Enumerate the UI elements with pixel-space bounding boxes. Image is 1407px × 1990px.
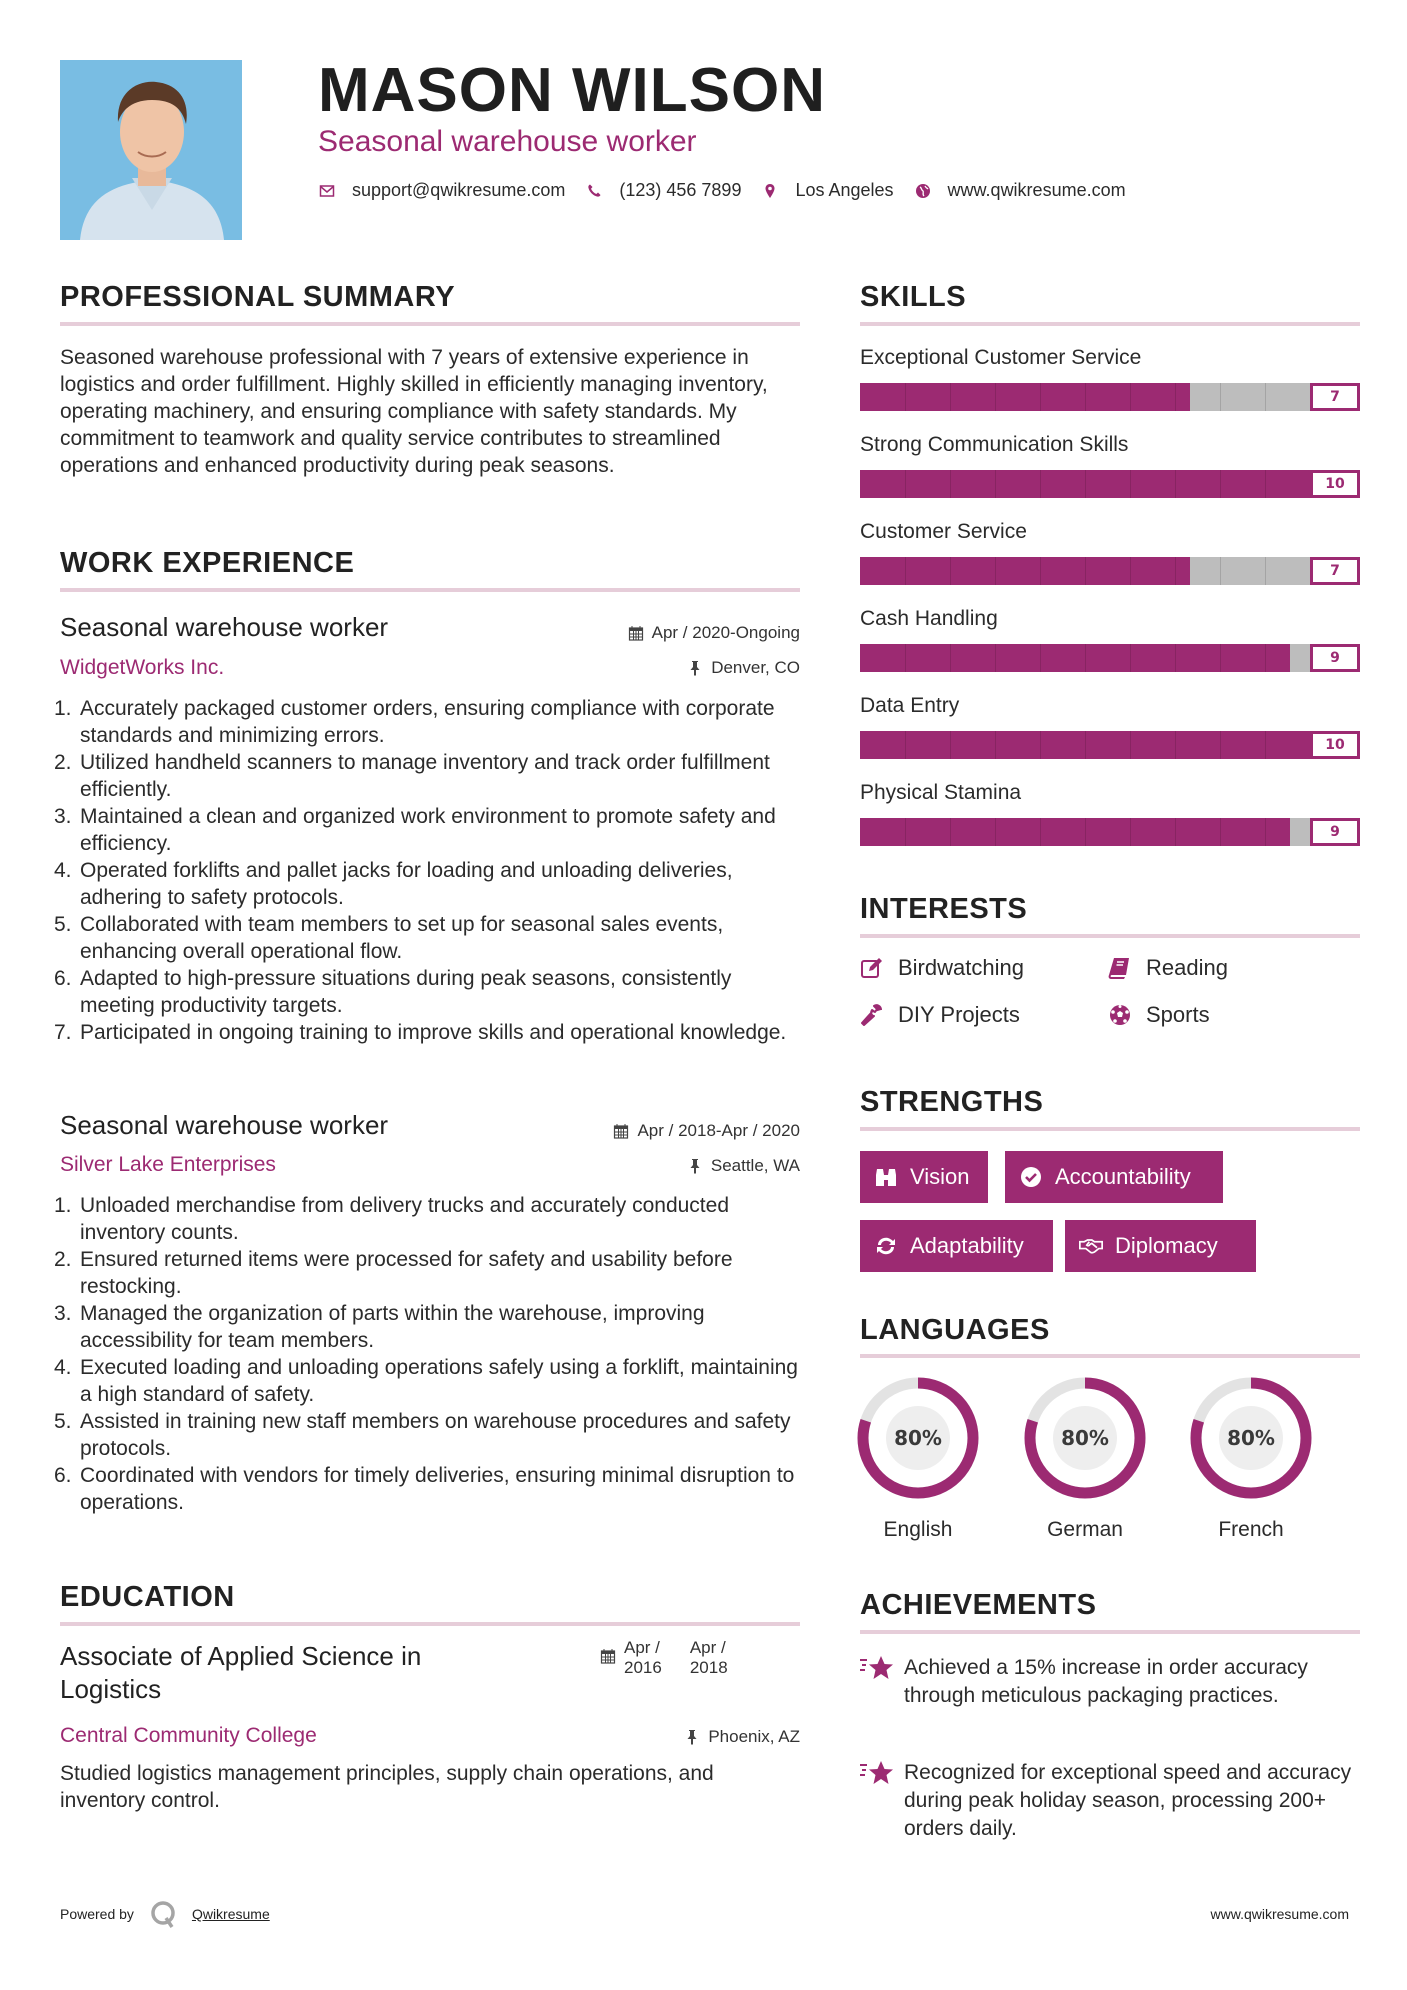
bar-segment-divider — [950, 818, 951, 846]
list-item: 6. Coordinated with vendors for timely deliveries, ensuring minimal disruption to operations. — [54, 1464, 795, 1514]
bar-segment-divider — [995, 470, 996, 498]
interest-diy-projects: DIY Projects — [860, 1002, 1020, 1028]
list-item: 3. Maintained a clean and organized work environment to promote safety and efficiency. — [54, 805, 776, 855]
summary-divider — [60, 322, 800, 326]
languages-heading: LANGUAGES — [860, 1314, 1050, 1346]
book-icon — [1108, 956, 1132, 980]
bar-segment-divider — [1085, 557, 1086, 585]
bar-segment-divider — [1175, 383, 1176, 411]
list-item: 6. Adapted to high-pressure situations during peak seasons, consistently meeting productivity targets. — [54, 967, 732, 1017]
globe-icon — [914, 182, 932, 200]
strength-accountability: Accountability — [1005, 1151, 1223, 1203]
binoculars-icon — [874, 1165, 898, 1189]
list-item: 5. Assisted in training new staff members on warehouse procedures and safety protocols. — [54, 1410, 791, 1460]
bar-segment-divider — [995, 818, 996, 846]
bar-segment-divider — [1265, 383, 1266, 411]
bar-segment-divider — [1040, 383, 1041, 411]
summary-heading: PROFESSIONAL SUMMARY — [60, 281, 456, 313]
interest-reading: Reading — [1108, 955, 1228, 981]
contact-email[interactable] — [318, 180, 565, 201]
bar-segment-divider — [905, 470, 906, 498]
bar-segment-divider — [950, 383, 951, 411]
bar-segment-divider — [1085, 383, 1086, 411]
summary-text: Seasoned warehouse professional with 7 years of extensive experience in logistics and order fulfillment. Highly skilled in efficiently managing inventory, operating machinery, and ensuring compliance with safety standards. My commitment to teamwork and quality service contributes to streamlined operations and enhanced productivity during peak seasons. — [60, 346, 768, 477]
skill-label: Customer Service — [860, 520, 1027, 543]
check-circle-icon — [1019, 1165, 1043, 1189]
bar-segment-divider — [1265, 644, 1266, 672]
shooting-star-icon — [858, 1759, 894, 1789]
job-2-title: Seasonal warehouse worker — [60, 1110, 389, 1140]
interest-sports: Sports — [1108, 1002, 1210, 1028]
contact-phone[interactable] — [585, 180, 741, 201]
bar-segment-divider — [905, 731, 906, 759]
job-1-bullets — [54, 695, 800, 1046]
pushpin-icon — [687, 1158, 703, 1174]
footer-website[interactable]: www.qwikresume.com — [1210, 1906, 1349, 1922]
email-text: support@qwikresume.com — [352, 180, 566, 200]
languages-divider — [860, 1354, 1360, 1358]
list-item: 4. Operated forklifts and pallet jacks for loading and unloading deliveries, adhering to safety protocols. — [54, 859, 733, 909]
skill-label: Physical Stamina — [860, 781, 1022, 804]
bar-segment-divider — [1040, 818, 1041, 846]
progress-ring: 80% — [1023, 1376, 1147, 1500]
list-item: 3. Managed the organization of parts within the warehouse, improving accessibility for team members. — [54, 1302, 705, 1352]
strength-adaptability: Adaptability — [860, 1220, 1053, 1272]
phone-text: (123) 456 7899 — [619, 180, 742, 200]
footer-powered-by: Powered by Qwikresume — [60, 1900, 270, 1928]
bar-segment-divider — [1130, 470, 1131, 498]
job-2-location: Seattle, WA — [500, 1155, 800, 1177]
list-item: 2. Utilized handheld scanners to manage inventory and track order fulfillment efficiently. — [54, 751, 770, 801]
list-item: 5. Collaborated with team members to set up for seasonal sales events, enhancing overall operational flow. — [54, 913, 724, 963]
bar-segment-divider — [995, 383, 996, 411]
bar-segment-divider — [995, 557, 996, 585]
wrench-icon — [860, 1003, 884, 1027]
education-dates: Apr / 2016 Apr / 2018 — [600, 1638, 800, 1678]
skill-bar: 10 — [860, 470, 1360, 498]
skill-label: Data Entry — [860, 694, 960, 717]
skill-label: Strong Communication Skills — [860, 433, 1129, 456]
bar-segment-divider — [995, 644, 996, 672]
interest-birdwatching: Birdwatching — [860, 955, 1024, 981]
job-2-company: Silver Lake Enterprises — [60, 1153, 276, 1176]
bar-segment-divider — [1265, 731, 1266, 759]
bar-segment-divider — [905, 557, 906, 585]
bar-segment-divider — [1175, 731, 1176, 759]
skills-divider — [860, 322, 1360, 326]
skills-heading: SKILLS — [860, 281, 967, 313]
website-text: www.qwikresume.com — [947, 180, 1126, 200]
phone-icon — [585, 182, 603, 200]
job-1-dates: Apr / 2020-Ongoing — [500, 622, 800, 644]
achievement-item: Achieved a 15% increase in order accuracy through meticulous packaging practices. — [858, 1654, 1358, 1710]
skill-bar: 10 — [860, 731, 1360, 759]
bar-segment-divider — [1085, 818, 1086, 846]
pushpin-icon — [684, 1729, 700, 1745]
bar-segment-divider — [1175, 470, 1176, 498]
bar-segment-divider — [1175, 818, 1176, 846]
job-2-bullets — [54, 1192, 800, 1516]
bar-segment-divider — [995, 731, 996, 759]
list-item: 2. Ensured returned items were processed for safety and usability before restocking. — [54, 1248, 733, 1298]
list-item: 4. Executed loading and unloading operations safely using a forklift, maintaining a high standard of safety. — [54, 1356, 798, 1406]
strengths-divider — [860, 1127, 1360, 1131]
envelope-icon — [318, 182, 336, 200]
bar-segment-divider — [1220, 644, 1221, 672]
calendar-icon — [613, 1123, 629, 1139]
handshake-icon — [1079, 1234, 1103, 1258]
bar-segment-divider — [1040, 470, 1041, 498]
bar-segment-divider — [1085, 731, 1086, 759]
bar-segment-divider — [1130, 644, 1131, 672]
bar-segment-divider — [1220, 557, 1221, 585]
achievements-heading: ACHIEVEMENTS — [860, 1589, 1097, 1621]
experience-divider — [60, 588, 800, 592]
soccer-ball-icon — [1108, 1003, 1132, 1027]
strength-vision: Vision — [860, 1151, 988, 1203]
pushpin-icon — [687, 660, 703, 676]
interests-divider — [860, 934, 1360, 938]
language-german: 80% German — [1023, 1376, 1147, 1542]
bar-segment-divider — [1220, 383, 1221, 411]
bar-segment-divider — [1085, 644, 1086, 672]
bar-segment-divider — [905, 644, 906, 672]
job-2-dates: Apr / 2018-Apr / 2020 — [500, 1120, 800, 1142]
contact-row — [318, 180, 1146, 201]
skill-label: Cash Handling — [860, 607, 998, 630]
list-item: 7. Participated in ongoing training to improve skills and operational knowledge. — [54, 1021, 787, 1044]
bar-segment-divider — [1265, 557, 1266, 585]
candidate-title: Seasonal warehouse worker — [318, 125, 697, 158]
qwikresume-logo-icon — [150, 1900, 178, 1928]
language-english: 80% English — [856, 1376, 980, 1542]
interests-heading: INTERESTS — [860, 893, 1028, 925]
school-name: Central Community College — [60, 1724, 317, 1747]
shooting-star-icon — [858, 1654, 894, 1684]
list-item: 1. Accurately packaged customer orders, ensuring compliance with corporate standards and minimizing errors. — [54, 697, 775, 747]
bar-segment-divider — [1040, 644, 1041, 672]
job-1-company: WidgetWorks Inc. — [60, 656, 225, 679]
progress-ring: 80% — [856, 1376, 980, 1500]
bar-segment-divider — [1040, 731, 1041, 759]
achievements-divider — [860, 1630, 1360, 1634]
education-heading: EDUCATION — [60, 1581, 235, 1613]
list-item: 1. Unloaded merchandise from delivery trucks and accurately conducted inventory counts. — [54, 1194, 730, 1244]
contact-location — [761, 180, 893, 201]
map-pin-icon — [761, 182, 779, 200]
person-avatar-icon — [60, 60, 242, 240]
degree-title: Associate of Applied Science in Logistics — [60, 1641, 422, 1704]
strengths-heading: STRENGTHS — [860, 1086, 1044, 1118]
edit-icon — [860, 956, 884, 980]
calendar-icon — [628, 625, 644, 641]
bar-segment-divider — [905, 383, 906, 411]
bar-segment-divider — [1220, 818, 1221, 846]
qwikresume-link[interactable]: Qwikresume — [191, 1906, 270, 1922]
job-1-location: Denver, CO — [500, 657, 800, 679]
skill-bar: 7 — [860, 557, 1360, 585]
bar-segment-divider — [1040, 557, 1041, 585]
bar-segment-divider — [1130, 383, 1131, 411]
bar-segment-divider — [950, 644, 951, 672]
bar-segment-divider — [1085, 470, 1086, 498]
achievement-item: Recognized for exceptional speed and accuracy during peak holiday season, processing 200+ orders daily. — [858, 1759, 1358, 1843]
bar-segment-divider — [1175, 644, 1176, 672]
candidate-name: MASON WILSON — [318, 56, 826, 125]
education-divider — [60, 1622, 800, 1626]
location-text: Los Angeles — [795, 180, 894, 200]
skill-bar: 9 — [860, 818, 1360, 846]
bar-segment-divider — [1220, 470, 1221, 498]
language-french: 80% French — [1189, 1376, 1313, 1542]
bar-segment-divider — [950, 470, 951, 498]
bar-segment-divider — [1130, 731, 1131, 759]
skill-label: Exceptional Customer Service — [860, 346, 1142, 369]
strength-diplomacy: Diplomacy — [1065, 1220, 1256, 1272]
bar-segment-divider — [1175, 557, 1176, 585]
education-description: Studied logistics management principles, supply chain operations, and inventory control. — [60, 1762, 714, 1812]
refresh-icon — [874, 1234, 898, 1258]
profile-photo — [60, 60, 242, 240]
contact-website[interactable] — [914, 180, 1126, 201]
bar-segment-divider — [905, 818, 906, 846]
calendar-icon — [600, 1648, 616, 1664]
bar-segment-divider — [1130, 557, 1131, 585]
education-location: Phoenix, AZ — [500, 1726, 800, 1748]
bar-segment-divider — [1265, 470, 1266, 498]
bar-segment-divider — [950, 557, 951, 585]
skill-bar: 9 — [860, 644, 1360, 672]
bar-segment-divider — [1220, 731, 1221, 759]
job-1-title: Seasonal warehouse worker — [60, 612, 389, 642]
bar-segment-divider — [1265, 818, 1266, 846]
bar-segment-divider — [950, 731, 951, 759]
skill-bar: 7 — [860, 383, 1360, 411]
bar-segment-divider — [1130, 818, 1131, 846]
experience-heading: WORK EXPERIENCE — [60, 547, 355, 579]
progress-ring: 80% — [1189, 1376, 1313, 1500]
